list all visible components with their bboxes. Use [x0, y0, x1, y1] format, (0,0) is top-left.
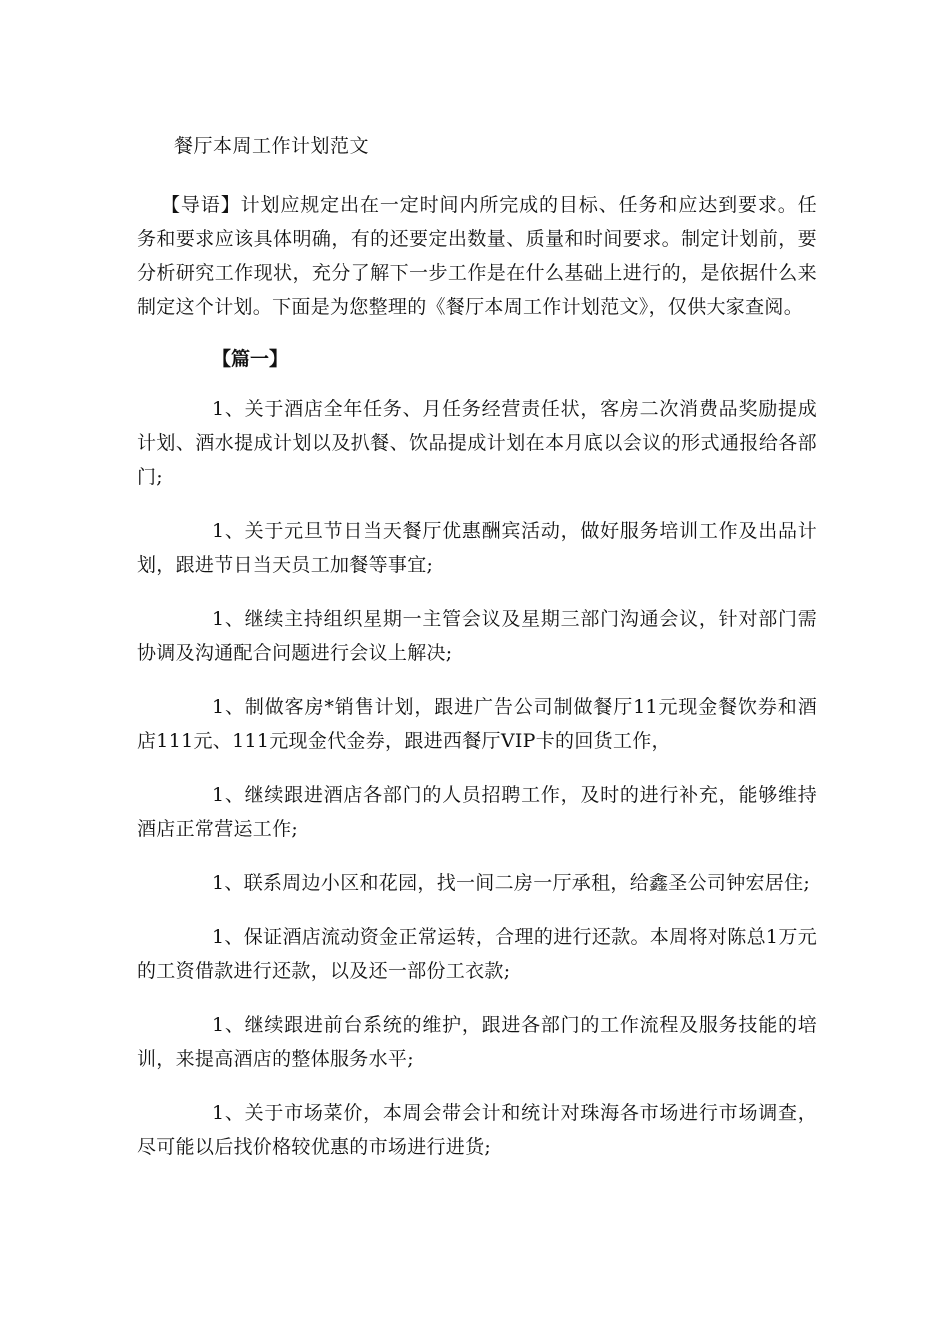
intro-paragraph	[137, 188, 817, 324]
list-item: 1、关于元旦节日当天餐厅优惠酬宾活动，做好服务培训工作及出品计划，跟进节日当天员工加餐等事宜;	[137, 520, 817, 576]
list-item: 1、继续主持组织星期一主管会议及星期三部门沟通会议，针对部门需协调及沟通配合问题进行会议上解决;	[137, 608, 817, 664]
document-title: 餐厅本周工作计划范文	[174, 135, 370, 157]
section-title: 【篇一】	[212, 348, 289, 370]
list-item: 1、制做客房*销售计划，跟进广告公司制做餐厅11元现金餐饮券和酒店111元、111元现金代金券，跟进西餐厅VIP卡的回货工作，	[137, 696, 817, 752]
list-item: 1、联系周边小区和花园，找一间二房一厅承租，给鑫圣公司钟宏居住;	[212, 872, 811, 894]
list-item: 1、继续跟进酒店各部门的人员招聘工作，及时的进行补充，能够维持酒店正常营运工作;	[137, 784, 817, 840]
intro-tag: 【导语】	[161, 194, 241, 216]
list-item: 1、关于市场菜价，本周会带会计和统计对珠海各市场进行市场调查，尽可能以后找价格较优惠的市场进行进货;	[137, 1102, 817, 1158]
intro-text: 计划应规定出在一定时间内所完成的目标、任务和应达到要求。任务和要求应该具体明确，有的还要定出数量、质量和时间要求。制定计划前，要分析研究工作现状，充分了解下一步工作是在什么基础上进行的，是依据什么来制定这个计划。下面是为您整理的《餐厅本周工作计划范文》，仅供大家查阅。	[137, 194, 818, 318]
list-item: 1、保证酒店流动资金正常运转，合理的进行还款。本周将对陈总1万元的工资借款进行还款，以及还一部份工衣款;	[137, 926, 817, 982]
list-item: 1、继续跟进前台系统的维护，跟进各部门的工作流程及服务技能的培训，来提高酒店的整体服务水平;	[137, 1014, 817, 1070]
list-item: 1、关于酒店全年任务、月任务经营责任状，客房二次消费品奖励提成计划、酒水提成计划以及扒餐、饮品提成计划在本月底以会议的形式通报给各部门;	[137, 398, 817, 488]
document-body	[137, 188, 817, 1184]
